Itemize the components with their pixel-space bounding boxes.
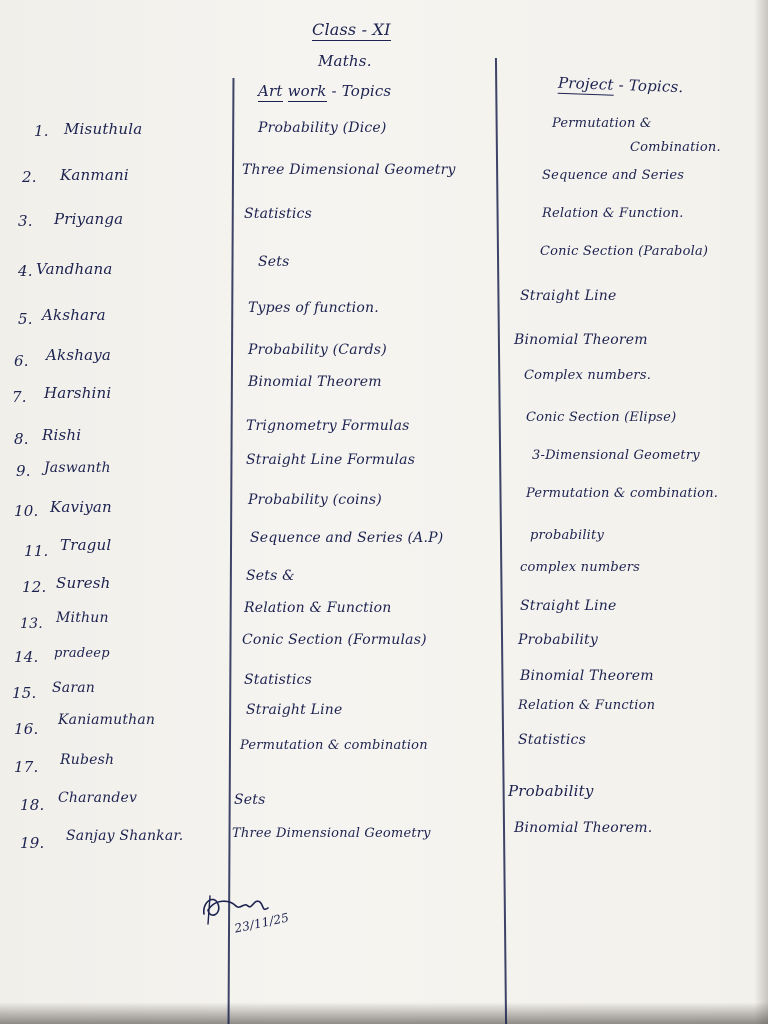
row-number: 2. [22, 168, 37, 186]
art-work-label-2: work [287, 82, 327, 100]
art-work-topic: Probability (coins) [248, 492, 382, 508]
art-work-suffix: - Topics [331, 82, 392, 100]
row-number: 14. [14, 648, 39, 666]
row-number: 4. [18, 262, 33, 280]
student-name: Tragul [60, 536, 112, 554]
art-work-topic: Sequence and Series (A.P) [250, 530, 444, 546]
art-work-topic: Relation & Function [244, 600, 392, 616]
page-bottom-shadow [0, 1002, 768, 1024]
row-number: 13. [20, 616, 43, 632]
row-number: 10. [14, 502, 39, 520]
art-work-topic: Types of function. [248, 300, 379, 316]
art-work-topic: Statistics [244, 206, 312, 222]
project-topic: Relation & Function. [542, 206, 684, 221]
art-work-topic: Binomial Theorem [248, 374, 382, 390]
row-number: 5. [18, 310, 33, 328]
subject-heading: Maths. [318, 52, 372, 70]
project-topic: Relation & Function [518, 698, 656, 713]
project-topic: Permutation & combination. [526, 486, 719, 501]
student-name: Mithun [56, 610, 109, 626]
project-topic: Statistics [518, 732, 586, 748]
student-name: Rubesh [60, 752, 115, 768]
project-topic: complex numbers [520, 560, 641, 575]
row-number: 11. [24, 542, 49, 560]
row-number: 18. [20, 796, 45, 814]
art-work-topic: Probability (Cards) [248, 342, 387, 358]
student-name: pradeep [54, 646, 110, 661]
student-name: Harshini [44, 384, 112, 402]
row-number: 16. [14, 720, 39, 738]
project-heading [558, 74, 684, 96]
art-work-topic: Probability (Dice) [258, 120, 387, 136]
art-work-topic: Statistics [244, 672, 312, 688]
student-name: Rishi [42, 426, 82, 444]
art-work-label-1: Art [258, 82, 283, 100]
student-name: Kaniamuthan [58, 712, 156, 728]
art-work-topic: Conic Section (Formulas) [242, 632, 427, 648]
art-work-heading [258, 82, 391, 100]
row-number: 7. [12, 388, 27, 406]
row-number: 9. [16, 462, 31, 480]
student-name: Charandev [58, 790, 138, 806]
project-topic: Permutation & [552, 116, 652, 131]
project-topic: probability [530, 528, 604, 543]
row-number: 8. [14, 430, 29, 448]
project-topic: Sequence and Series [542, 168, 685, 183]
art-work-topic: Trignometry Formulas [246, 418, 410, 434]
teacher-signature [196, 884, 306, 944]
row-number: 19. [20, 834, 45, 852]
student-name: Vandhana [36, 260, 113, 278]
class-heading: Class - XI [312, 20, 391, 39]
project-topic-continued: Combination. [630, 140, 721, 155]
project-topic: Binomial Theorem. [514, 820, 653, 836]
art-work-topic: Sets & [246, 568, 295, 584]
student-name: Akshara [42, 306, 106, 324]
art-work-topic: Straight Line Formulas [246, 452, 416, 468]
project-topic: Conic Section (Elipse) [526, 410, 677, 425]
student-name: Jaswanth [44, 460, 111, 476]
project-topic: Complex numbers. [524, 368, 652, 383]
row-number: 6. [14, 352, 29, 370]
row-number: 12. [22, 578, 47, 596]
student-name: Akshaya [46, 346, 112, 364]
row-number: 3. [18, 212, 33, 230]
project-topic: Straight Line [520, 598, 617, 614]
row-number: 1. [34, 122, 49, 140]
student-name: Kaviyan [50, 498, 112, 516]
student-name: Misuthula [64, 120, 143, 138]
student-name: Suresh [56, 574, 111, 592]
row-number: 15. [12, 684, 37, 702]
project-topic: Binomial Theorem [514, 332, 648, 348]
art-work-topic: Sets [234, 792, 266, 808]
art-work-topic: Straight Line [246, 702, 343, 718]
project-topic: Conic Section (Parabola) [540, 244, 709, 259]
project-topic: Probability [518, 632, 598, 648]
project-topic: Probability [508, 782, 594, 800]
signature-date: 23/11/25 [233, 910, 291, 936]
row-number: 17. [14, 758, 39, 776]
student-name: Priyanga [54, 210, 124, 228]
project-topic: 3-Dimensional Geometry [532, 448, 700, 463]
art-work-topic: Sets [258, 254, 290, 270]
art-work-topic: Permutation & combination [240, 738, 428, 753]
project-topic: Straight Line [520, 288, 617, 304]
project-topic: Binomial Theorem [520, 668, 654, 684]
student-name: Saran [52, 680, 95, 696]
student-name: Kanmani [60, 166, 129, 184]
art-work-topic: Three Dimensional Geometry [242, 162, 456, 178]
project-label: Project [557, 73, 614, 94]
student-name: Sanjay Shankar. [66, 828, 184, 844]
art-work-topic: Three Dimensional Geometry [232, 826, 431, 841]
project-suffix: - Topics. [618, 75, 684, 97]
page-edge-shadow [754, 0, 768, 1024]
